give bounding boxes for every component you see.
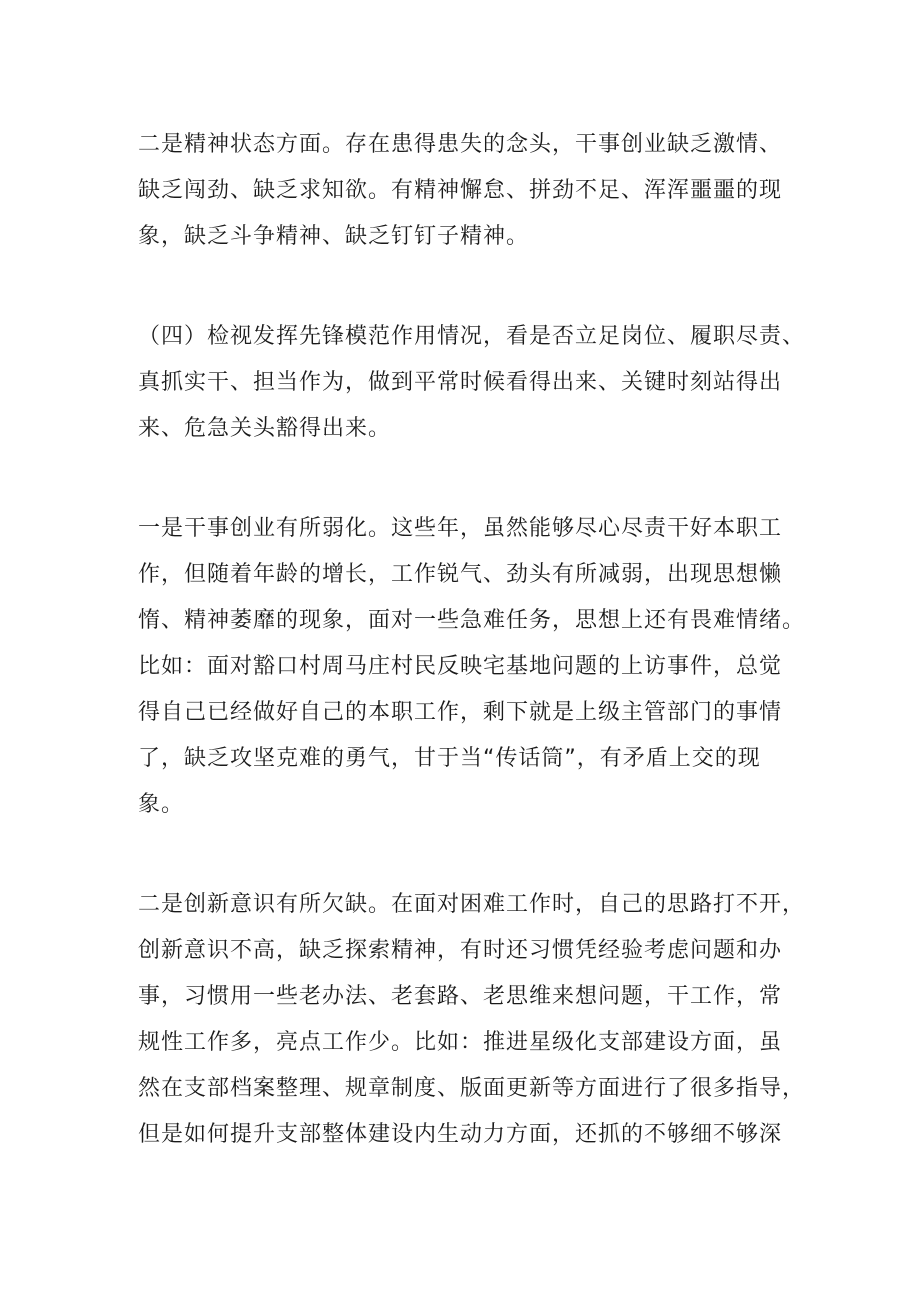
- text-line: 缺乏闯劲、缺乏求知欲。有精神懈怠、拼劲不足、浑浑噩噩的现: [138, 178, 783, 203]
- paragraph-section-four: [138, 314, 810, 452]
- paragraph-career-weakened: [138, 506, 810, 828]
- text-line: 来、危急关头豁得出来。: [138, 416, 392, 441]
- text-line: 象。: [138, 792, 185, 817]
- text-line: 但是如何提升支部整体建设内生动力方面，还抓的不够细不够深: [138, 1122, 783, 1147]
- text-line: 事，习惯用一些老办法、老套路、老思维来想问题，干工作，常: [138, 984, 783, 1009]
- text-line: 创新意识不高，缺乏探索精神，有时还习惯凭经验考虑问题和办: [138, 938, 783, 963]
- text-line: 得自己已经做好自己的本职工作，剩下就是上级主管部门的事情: [138, 700, 783, 725]
- paragraph-spacer: [138, 828, 810, 882]
- text-line: 规性工作多，亮点工作少。比如：推进星级化支部建设方面，虽: [138, 1030, 783, 1055]
- text-line: 真抓实干、担当作为，做到平常时候看得出来、关键时刻站得出: [138, 370, 783, 395]
- text-line: （四）检视发挥先锋模范作用情况，看是否立足岗位、履职尽责、: [138, 324, 806, 349]
- text-line: 作，但随着年龄的增长，工作锐气、劲头有所减弱，出现思想懒: [138, 562, 783, 587]
- paragraph-spirit-state: [138, 122, 810, 260]
- text-line: 惰、精神萎靡的现象，面对一些急难任务，思想上还有畏难情绪。: [138, 608, 806, 633]
- paragraph-spacer: [138, 452, 810, 506]
- document-body: [138, 122, 810, 1158]
- text-line: 一是干事创业有所弱化。这些年，虽然能够尽心尽责干好本职工: [138, 516, 783, 541]
- text-line: 然在支部档案整理、规章制度、版面更新等方面进行了很多指导，: [138, 1076, 806, 1101]
- text-line: 了，缺乏攻坚克难的勇气，甘于当“传话筒”，有矛盾上交的现: [138, 746, 761, 771]
- text-line: 二是创新意识有所欠缺。在面对困难工作时，自己的思路打不开，: [138, 892, 806, 917]
- text-line: 比如：面对豁口村周马庄村民反映宅基地问题的上访事件，总觉: [138, 654, 783, 679]
- paragraph-innovation-lacking: [138, 882, 810, 1158]
- text-line: 二是精神状态方面。存在患得患失的念头，干事创业缺乏激情、: [138, 132, 783, 157]
- paragraph-spacer: [138, 260, 810, 314]
- text-line: 象，缺乏斗争精神、缺乏钉钉子精神。: [138, 224, 530, 249]
